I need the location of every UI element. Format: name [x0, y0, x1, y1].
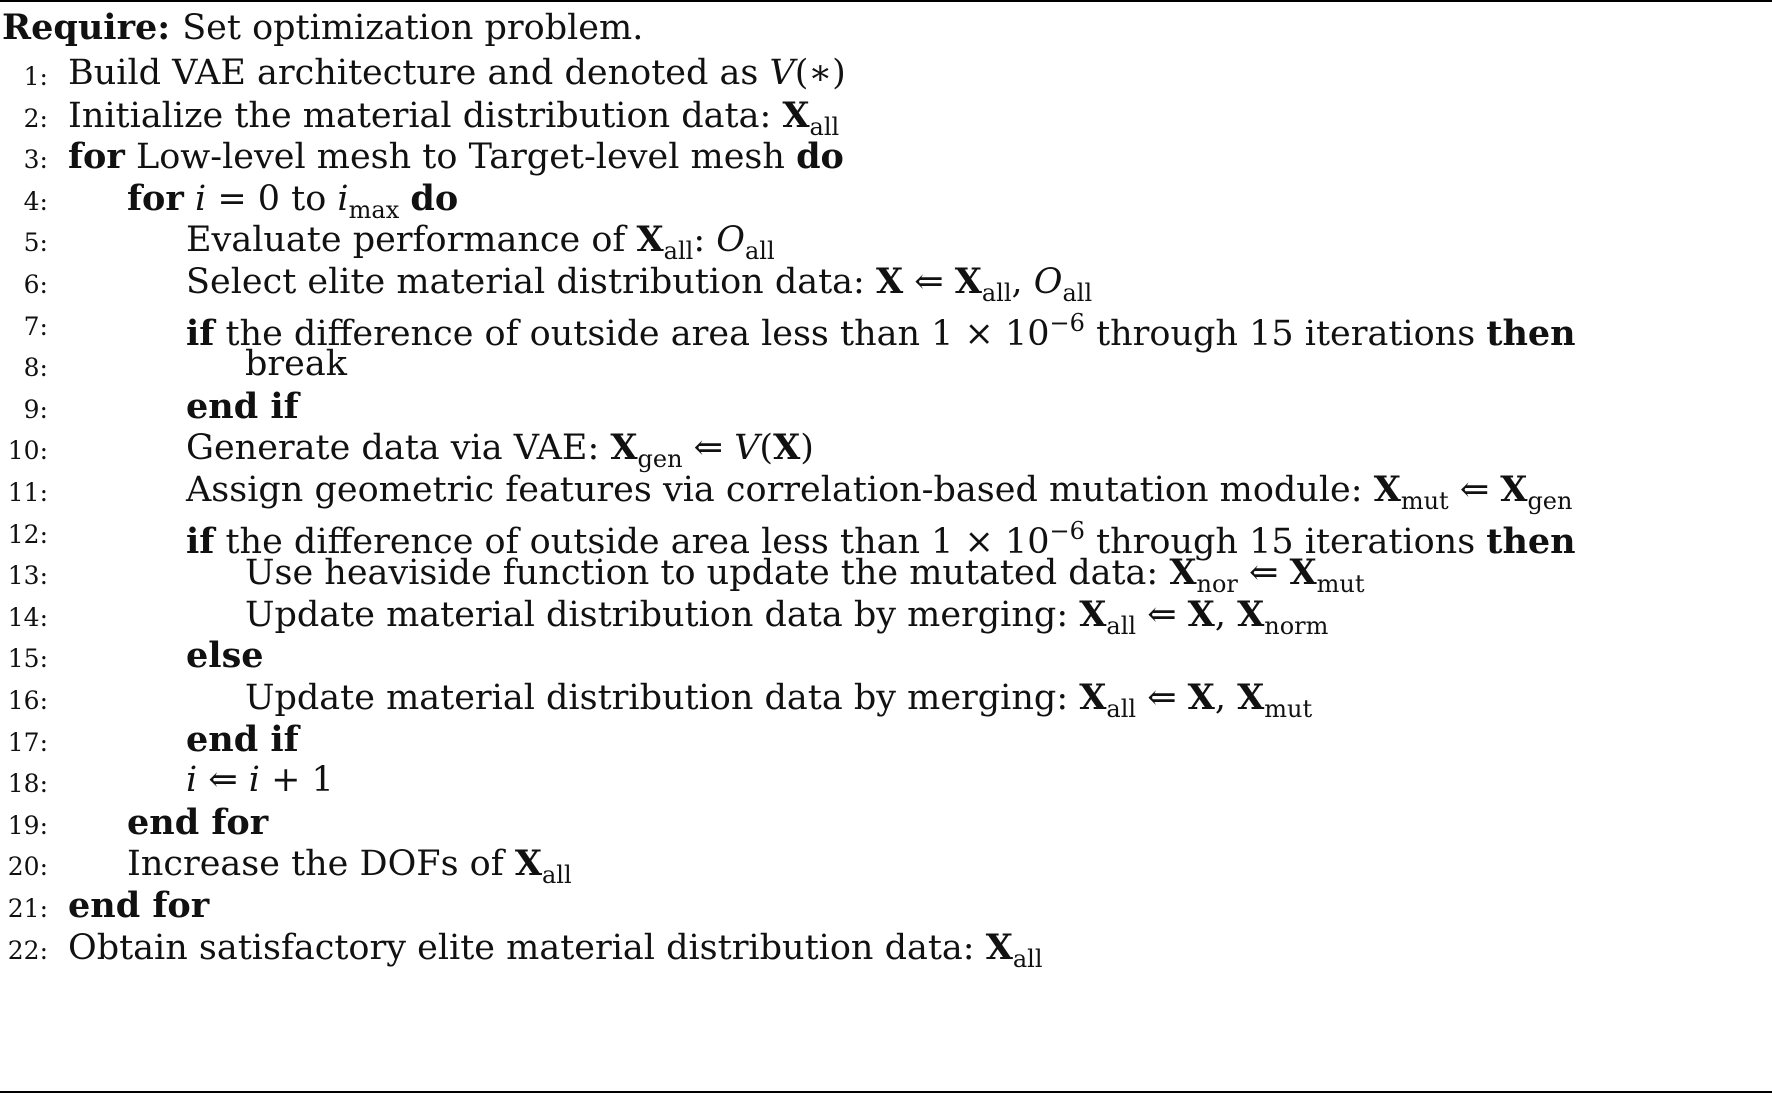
math-bold: X — [1169, 552, 1197, 594]
text: Use heaviside function to update the mutated data: — [245, 553, 1170, 594]
math-italic: i — [194, 178, 207, 219]
superscript: −6 — [1049, 516, 1085, 545]
keyword: if — [186, 312, 215, 354]
math-italic: O — [1033, 262, 1063, 302]
subscript: gen — [637, 445, 683, 474]
keyword: end if — [186, 385, 299, 427]
keyword: for — [68, 136, 125, 178]
line-number: 1: — [23, 62, 48, 91]
subscript: mut — [1264, 695, 1313, 723]
subscript: max — [348, 195, 400, 224]
line-number: 19: — [7, 810, 48, 840]
line-number: 8: — [23, 353, 48, 383]
subscript: gen — [1527, 487, 1573, 515]
math-bold: X — [1079, 593, 1107, 635]
text: the difference of outside area less than 1 × 10 — [214, 313, 1050, 354]
math-italic: V — [734, 428, 760, 469]
text: ⇐ — [682, 428, 735, 469]
text — [399, 179, 410, 219]
line-number: 14: — [7, 602, 48, 632]
line-content — [245, 341, 347, 388]
algorithm-line — [0, 300, 1772, 354]
algorithm-line — [0, 383, 1772, 430]
algorithm-line — [0, 216, 1772, 266]
text: through 15 iterations — [1084, 313, 1487, 354]
math-bold: X — [985, 926, 1013, 968]
algorithm-line — [0, 799, 1772, 846]
algorithm-line — [0, 632, 1772, 679]
keyword: end if — [186, 718, 299, 760]
subscript: all — [981, 279, 1012, 307]
algorithm-line — [0, 92, 1772, 139]
line-number: 11: — [7, 478, 48, 507]
algorithm-line — [0, 133, 1772, 180]
text: Update material distribution data by merging: — [245, 678, 1080, 718]
algorithm-line — [0, 840, 1772, 890]
text: through 15 iterations — [1084, 521, 1487, 562]
superscript: −6 — [1049, 308, 1085, 337]
text: Obtain satisfactory elite material distribution data: — [68, 927, 986, 968]
algorithm-line — [0, 591, 1772, 638]
keyword: else — [186, 635, 264, 677]
text: Increase the DOFs of — [127, 844, 515, 885]
text: ⇐ — [1448, 470, 1501, 510]
algorithm-line — [0, 882, 1772, 929]
require-line — [2, 6, 643, 50]
subscript: mut — [1400, 487, 1449, 515]
math-italic: i — [186, 760, 198, 801]
line-number: 16: — [7, 686, 48, 715]
algorithm-line — [0, 508, 1772, 562]
line-number: 21: — [7, 894, 48, 923]
math-italic: O — [716, 220, 745, 261]
line-number: 17: — [7, 727, 48, 757]
text: Build VAE architecture and denoted as — [68, 53, 770, 93]
text: ⇐ — [1237, 553, 1290, 594]
math-bold: X — [1500, 469, 1528, 510]
math-italic: i — [248, 760, 260, 801]
line-number: 10: — [7, 436, 48, 466]
line-number: 5: — [23, 228, 48, 258]
line-number: 13: — [7, 561, 48, 591]
keyword: end for — [127, 801, 269, 843]
subscript: all — [744, 237, 775, 266]
keyword: do — [796, 136, 844, 178]
text: : — [693, 220, 717, 261]
text: Evaluate performance of — [186, 220, 637, 261]
subscript: all — [1106, 695, 1137, 723]
line-content — [186, 757, 334, 804]
subscript: mut — [1316, 570, 1365, 599]
line-number: 3: — [23, 145, 48, 175]
line-number: 22: — [7, 935, 48, 965]
keyword: then — [1486, 520, 1576, 562]
math-bold: X — [1373, 469, 1401, 510]
text: Update material distribution data by merging: — [245, 594, 1080, 635]
algorithm-line — [0, 341, 1772, 388]
keyword: then — [1486, 312, 1576, 354]
subscript: all — [663, 237, 694, 266]
subscript: all — [809, 112, 840, 141]
algorithm-line — [0, 674, 1772, 721]
algorithm-line — [0, 424, 1772, 474]
require-label: Require: — [2, 7, 171, 48]
line-number: 20: — [7, 852, 48, 882]
keyword: end for — [68, 885, 210, 926]
line-number: 9: — [23, 394, 48, 424]
text: (∗) — [794, 53, 846, 93]
text: Low-level mesh to Target-level mesh — [124, 137, 797, 178]
text: Initialize the material distribution data: — [68, 95, 783, 136]
text: the difference of outside area less than 1 × 10 — [214, 521, 1050, 562]
algorithm-line — [0, 258, 1772, 305]
algorithm-line — [0, 466, 1772, 513]
algorithm-line — [0, 50, 1772, 97]
text: Select elite material distribution data: — [186, 262, 876, 302]
text: = 0 to — [206, 178, 338, 219]
text: + 1 — [259, 760, 334, 801]
algorithm-line — [0, 716, 1772, 763]
keyword: do — [410, 177, 459, 219]
line-number: 6: — [23, 270, 48, 299]
keyword: if — [186, 520, 215, 562]
text: ⇐ — [903, 262, 955, 302]
math-bold: X — [1079, 677, 1107, 718]
text: ⇐ — [1136, 594, 1188, 635]
text: , — [1011, 262, 1034, 302]
algorithm-line — [0, 175, 1772, 222]
algorithm-line — [0, 757, 1772, 804]
text: break — [245, 344, 347, 385]
line-content — [68, 50, 846, 97]
text: ⇐ — [197, 760, 249, 801]
math-italic: V — [769, 53, 795, 93]
text: Assign geometric features via correlation-based mutation module: — [186, 470, 1374, 510]
subscript: all — [1062, 279, 1093, 307]
math-bold: X — [782, 94, 810, 136]
text: ( — [759, 428, 774, 469]
math-bold: X — [1187, 677, 1215, 718]
text: , — [1214, 594, 1238, 635]
text: Generate data via VAE: — [186, 428, 611, 469]
math-bold: X — [773, 427, 801, 469]
line-number: 2: — [23, 103, 48, 133]
line-number: 18: — [7, 769, 48, 799]
math-bold: X — [610, 427, 638, 469]
text: ) — [800, 428, 814, 469]
algorithm-line — [0, 549, 1772, 599]
line-number: 15: — [7, 644, 48, 674]
line-content — [68, 924, 1043, 983]
subscript: all — [541, 861, 572, 890]
math-bold: X — [636, 219, 664, 261]
subscript: nor — [1196, 570, 1238, 599]
line-number: 4: — [23, 186, 48, 216]
subscript: all — [1106, 611, 1137, 640]
line-number: 7: — [23, 311, 48, 341]
math-italic: i — [337, 178, 349, 219]
keyword: for — [127, 177, 184, 219]
math-bold: X — [954, 261, 982, 302]
math-bold: X — [1237, 677, 1265, 718]
math-bold: X — [1289, 552, 1317, 594]
line-number: 12: — [7, 519, 48, 549]
subscript: norm — [1264, 611, 1329, 640]
math-bold: X — [875, 261, 904, 302]
text: , — [1214, 678, 1238, 718]
subscript: all — [1012, 944, 1043, 973]
math-bold: X — [514, 843, 542, 885]
math-bold: X — [1237, 593, 1265, 635]
algorithm-line — [0, 924, 1772, 971]
require-text: Set optimization problem. — [182, 8, 644, 48]
text: ⇐ — [1136, 678, 1188, 718]
math-bold: X — [1187, 593, 1215, 635]
text — [184, 179, 195, 219]
